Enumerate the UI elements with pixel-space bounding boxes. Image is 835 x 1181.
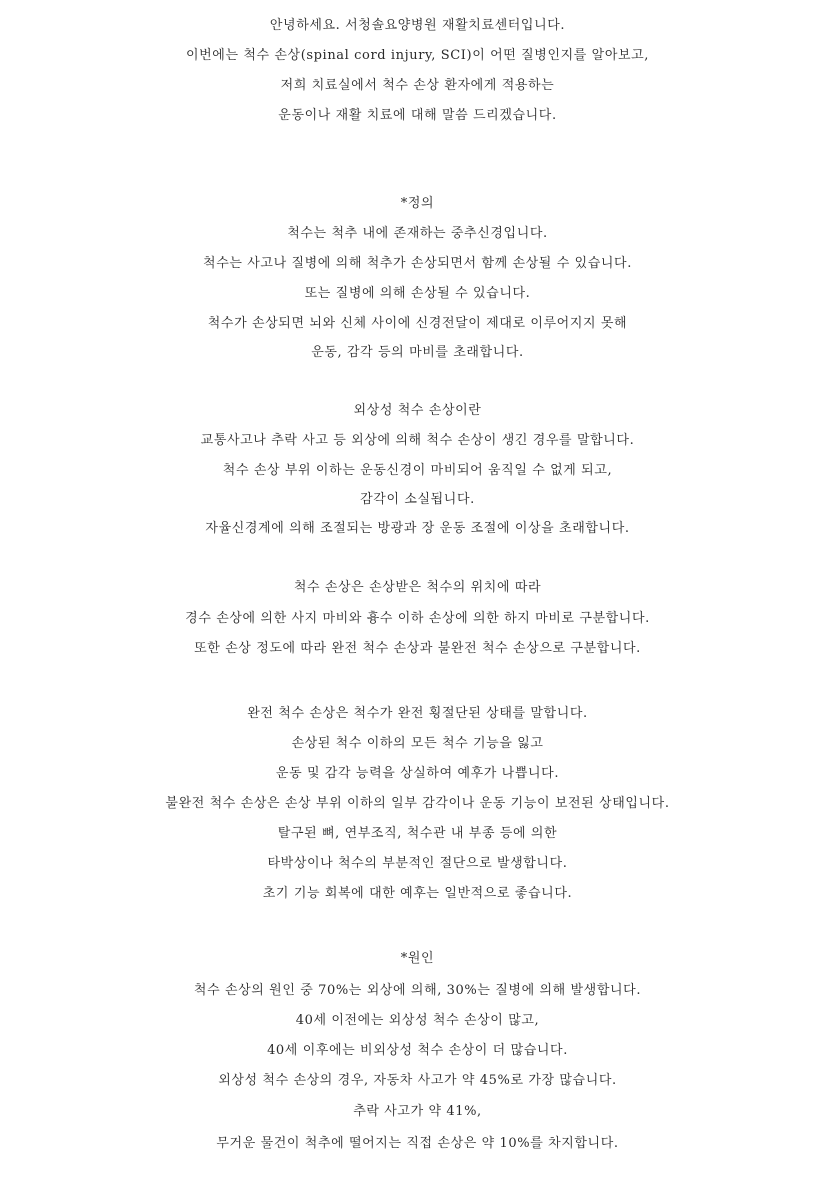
- traumatic-heading: 외상성 척수 손상이란: [353, 403, 482, 418]
- definition-line-3: 또는 질병에 의해 손상될 수 있습니다.: [304, 286, 531, 301]
- complete-line-7: 초기 기능 회복에 대한 예후는 일반적으로 좋습니다.: [262, 886, 573, 901]
- cause-line-5: 추락 사고가 약 41%,: [353, 1104, 482, 1119]
- complete-line-5: 탈구된 뼈, 연부조직, 척수관 내 부종 등에 의한: [277, 826, 558, 841]
- complete-line-6: 타박상이나 척수의 부분적인 절단으로 발생합니다.: [267, 856, 568, 871]
- traumatic-line-3: 감각이 소실됩니다.: [360, 492, 475, 507]
- intro-line-1: 안녕하세요. 서청솔요양병원 재활치료센터입니다.: [269, 18, 566, 33]
- traumatic-line-1: 교통사고나 추락 사고 등 외상에 의해 척수 손상이 생긴 경우를 말합니다.: [200, 433, 635, 448]
- complete-line-1: 완전 척수 손상은 척수가 완전 횡절단된 상태를 말합니다.: [247, 706, 588, 721]
- cause-line-3: 40세 이후에는 비외상성 척수 손상이 더 많습니다.: [267, 1043, 568, 1058]
- intro-line-3: 저희 치료실에서 척수 손상 환자에게 적용하는: [280, 78, 555, 93]
- definition-line-4: 척수가 손상되면 뇌와 신체 사이에 신경전달이 제대로 이루어지지 못해: [207, 316, 628, 331]
- cause-line-2: 40세 이전에는 외상성 척수 손상이 많고,: [295, 1013, 540, 1028]
- traumatic-line-2: 척수 손상 부위 이하는 운동신경이 마비되어 움직일 수 없게 되고,: [222, 463, 613, 478]
- definition-line-1: 척수는 척추 내에 존재하는 중추신경입니다.: [287, 226, 548, 241]
- cause-line-4: 외상성 척수 손상의 경우, 자동차 사고가 약 45%로 가장 많습니다.: [218, 1073, 617, 1088]
- classification-line-1: 척수 손상은 손상받은 척수의 위치에 따라: [293, 580, 542, 595]
- traumatic-line-4: 자율신경계에 의해 조절되는 방광과 장 운동 조절에 이상을 초래합니다.: [205, 521, 630, 536]
- classification-line-3: 또한 손상 정도에 따라 완전 척수 손상과 불완전 척수 손상으로 구분합니다.: [194, 641, 641, 656]
- complete-line-2: 손상된 척수 이하의 모든 척수 기능을 잃고: [291, 736, 544, 751]
- definition-line-5: 운동, 감각 등의 마비를 초래합니다.: [311, 345, 524, 360]
- complete-line-4: 불완전 척수 손상은 손상 부위 이하의 일부 감각이나 운동 기능이 보전된 상태입니다.: [165, 796, 670, 811]
- intro-line-4: 운동이나 재활 치료에 대해 말씀 드리겠습니다.: [278, 108, 557, 123]
- cause-line-1: 척수 손상의 원인 중 70%는 외상에 의해, 30%는 질병에 의해 발생합니다.: [193, 983, 642, 998]
- classification-line-2: 경수 손상에 의한 사지 마비와 흉수 이하 손상에 의한 하지 마비로 구분합니다.: [185, 611, 650, 626]
- cause-heading: *원인: [400, 951, 435, 966]
- intro-line-2: 이번에는 척수 손상(spinal cord injury, SCI)이 어떤 질병인지를 알아보고,: [185, 48, 650, 63]
- cause-line-6: 무거운 물건이 척추에 떨어지는 직접 손상은 약 10%를 차지합니다.: [216, 1136, 619, 1151]
- definition-heading: *정의: [400, 196, 435, 211]
- complete-line-3: 운동 및 감각 능력을 상실하여 예후가 나쁩니다.: [275, 766, 560, 781]
- definition-line-2: 척수는 사고나 질병에 의해 척추가 손상되면서 함께 손상될 수 있습니다.: [203, 256, 632, 271]
